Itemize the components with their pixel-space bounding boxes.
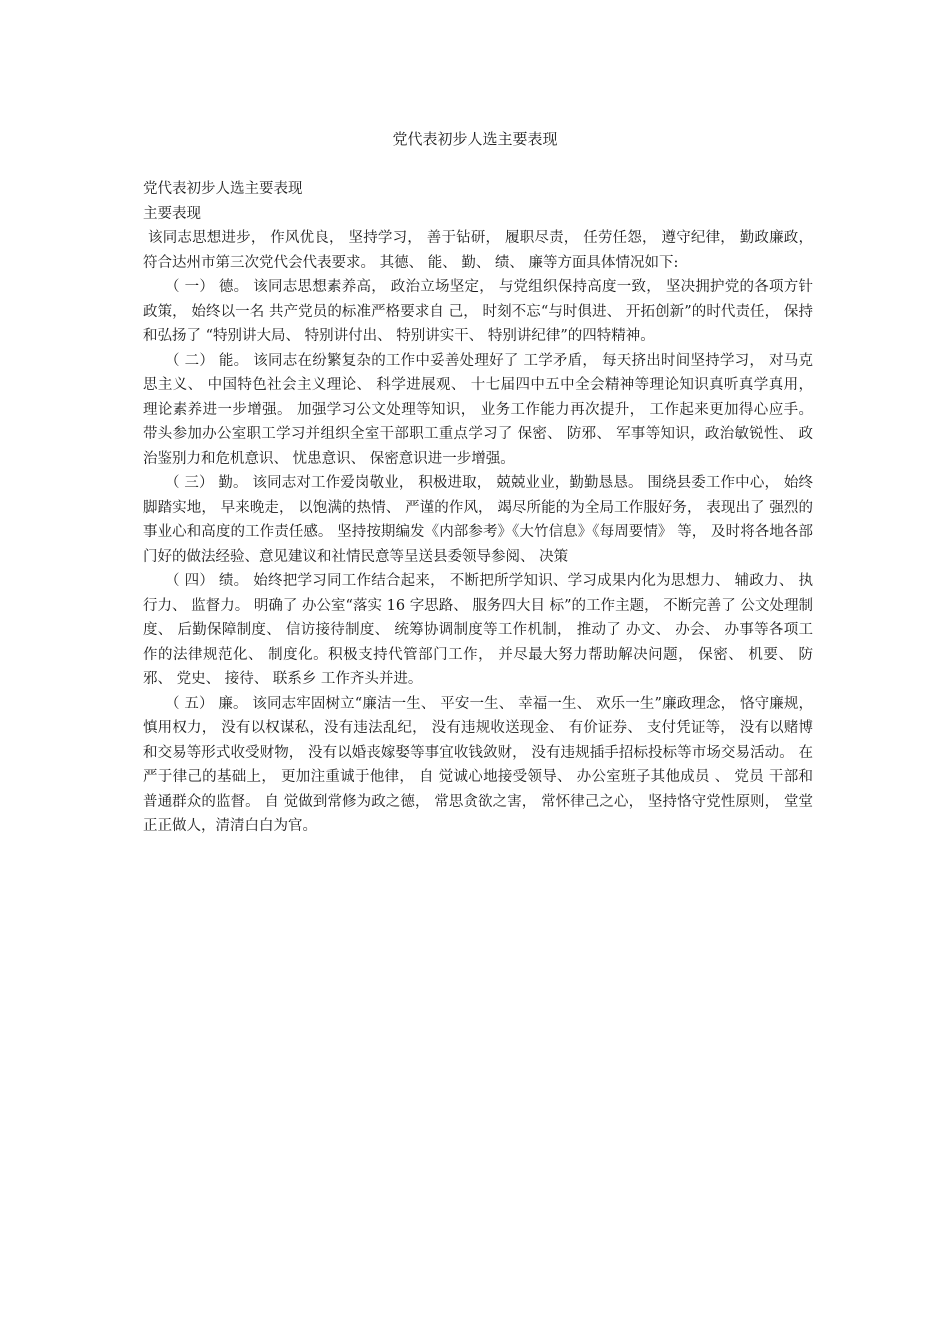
document-title: 党代表初步人选主要表现 xyxy=(392,130,558,148)
item-achievement: （ 四） 绩。 始终把学习同工作结合起来， 不断把所学知识、学习成果内化为思想力、 辅政力、 执行力、 监督力。 明确了 办公室“落实 16 字思路、 服务四大目 标”的工作主题， 不断完善了 公文处理制度、 后勤保障制度、 信访接待制度、 统筹协调制度等工作机制， 推动了 办文、 办会、 办事等各项工作的法律规范化、 制度化。积极支持代管部门工作， 并尽最大努力帮助解决问题， 保密、 机要、 防邪、 党史、 接待、 联系乡 工作齐头并进。 xyxy=(143,573,813,687)
item-virtue: （ 一） 德。 该同志思想素养高， 政治立场坚定， 与党组织保持高度一致， 坚决拥护党的各项方针政策， 始终以一名 共产党员的标准严格要求自 己， 时刻不忘“与时俱进、 开拓创新”的时代责任， 保持和弘扬了 “特别讲大局、 特别讲付出、 特别讲实干、 特别讲纪律”的四特精神。 xyxy=(143,279,813,344)
section-label: 主要表现 xyxy=(143,205,201,222)
item-integrity: （ 五） 廉。 该同志牢固树立“廉洁一生、 平安一生、 幸福一生、 欢乐一生”廉政理念， 恪守廉规， 慎用权力， 没有以权谋私，没有违法乱纪， 没有违规收送现金、 有价证券、 支付凭证等， 没有以赌博和交易等形式收受财物， 没有以婚丧嫁娶等事宜收钱敛财， 没有违规插手招标投标等市场交易活动。 在严于律己的基础上， 更加注重诚于他律， 自 觉诚心地接受领导、 办公室班子其他成员 、 党员 干部和普通群众的监督。 自 觉做到常修为政之德， 常思贪欲之害， 常怀律己之心， 坚持恪守党性原则， 堂堂正正做人，清清白白为官。 xyxy=(143,695,813,834)
document-body xyxy=(143,177,813,839)
document-subtitle: 党代表初步人选主要表现 xyxy=(143,181,303,197)
item-ability: （ 二） 能。 该同志在纷繁复杂的工作中妥善处理好了 工学矛盾， 每天挤出时间坚持学习， 对马克思主义、 中国特色社会主义理论、 科学进展观、 十七届四中五中全会精神等理论知识真听真学真用， 理论素养进一步增强。 加强学习公文处理等知识， 业务工作能力再次提升， 工作起来更加得心应手。 带头参加办公室职工学习并组织全室干部职工重点学习了 保密、 防邪、 军事等知识，政治敏锐性、 政治鉴别力和危机意识、 忧患意识、 保密意识进一步增强。 xyxy=(143,352,813,467)
intro-paragraph: 该同志思想进步， 作风优良， 坚持学习， 善于钻研， 履职尽责， 任劳任怨， 遵守纪律， 勤政廉政， 符合达州市第三次党代会代表要求。 其德、 能、 勤、 绩、 廉等方面具体情况如下: xyxy=(143,230,813,271)
item-diligence: （ 三） 勤。 该同志对工作爱岗敬业， 积极进取， 兢兢业业，勤勤恳恳。 围绕县委工作中心， 始终脚踏实地， 早来晚走， 以饱满的热情、 严谨的作风， 竭尽所能的为全局工作服好务， 表现出了 强烈的事业心和高度的工作责任感。 坚持按期编发《内部参考》《大竹信息》《每周要情》 等， 及时将各地各部门好的做法经验、意见建议和社情民意等呈送县委领导参阅、 决策 xyxy=(143,475,813,565)
